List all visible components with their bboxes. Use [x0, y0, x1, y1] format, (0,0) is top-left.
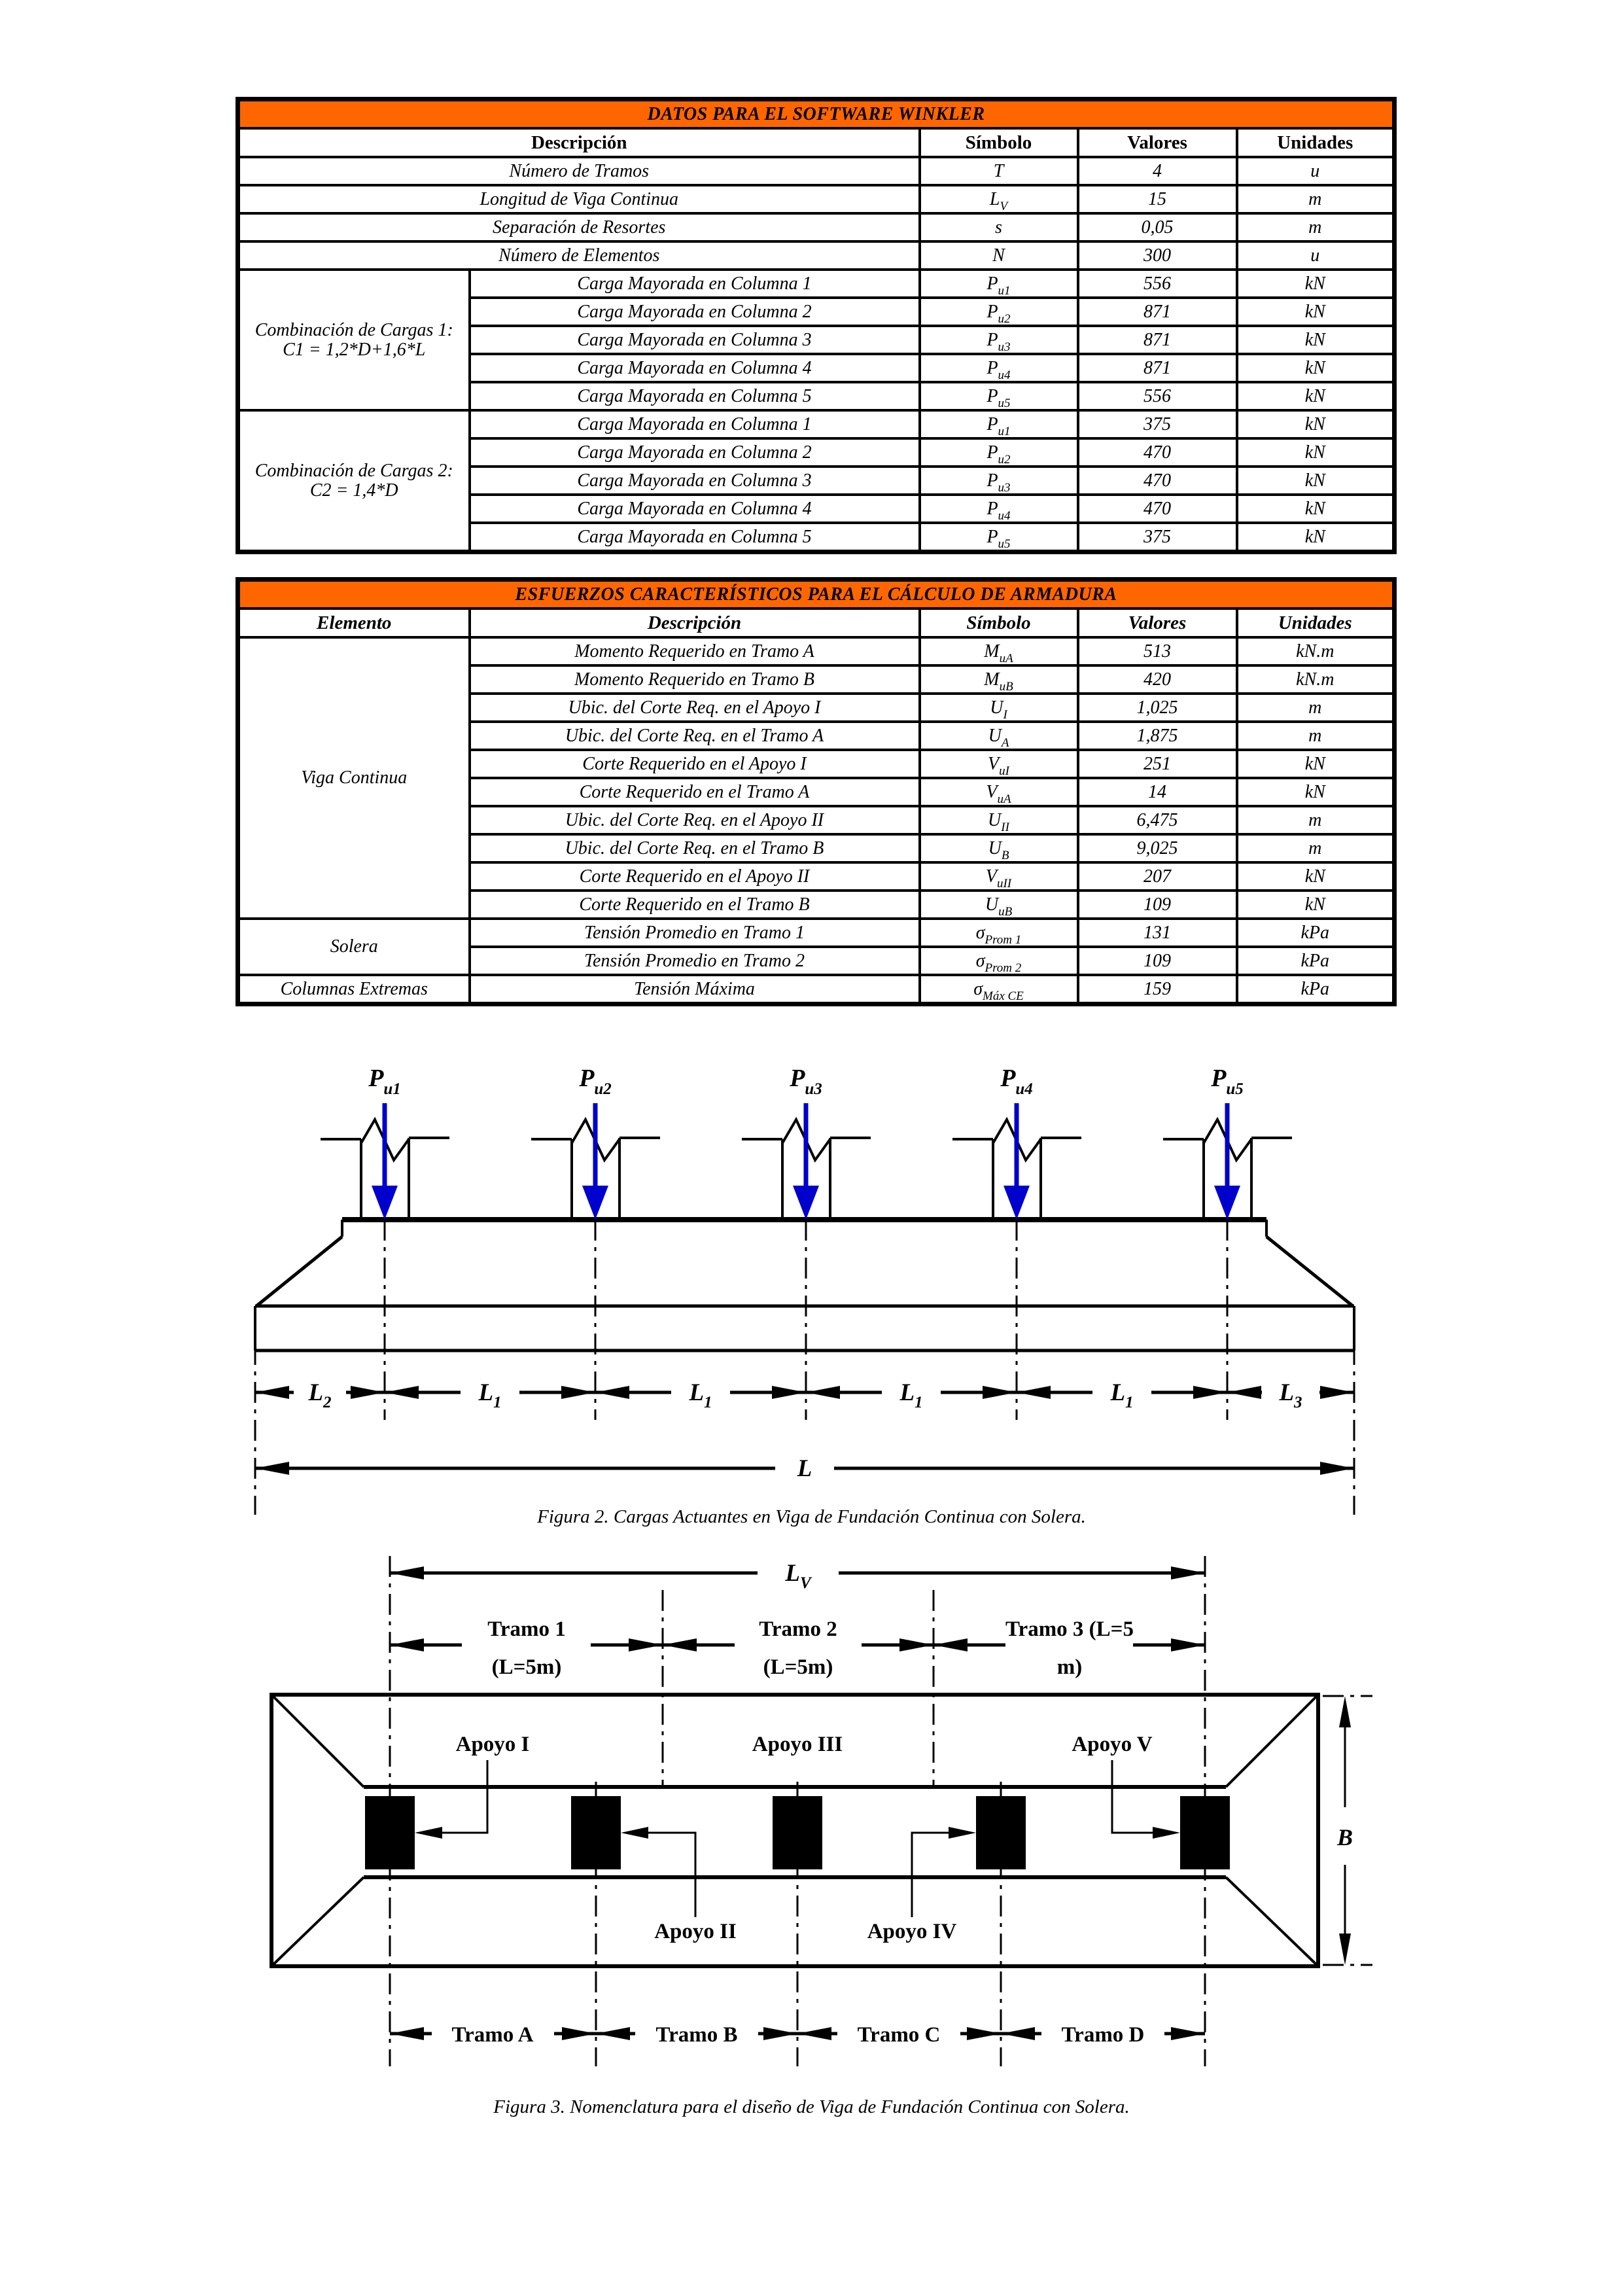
tramo-label: (L=5m) — [763, 1655, 833, 1679]
table-row: Carga Mayorada en Columna 3 $P_{u3}$ 470 kN — [238, 467, 1395, 495]
column-footprints — [365, 1796, 1230, 1869]
element-viga-continua: Viga Continua — [238, 637, 470, 919]
col-header-valores: Valores — [1078, 609, 1237, 637]
total-length-dimension — [255, 1455, 1354, 1482]
figure2-loads-diagram — [0, 1047, 1623, 1557]
b-dimension — [1336, 1696, 1353, 1965]
table-row: Ubic. del Corte Req. en el Apoyo II $U_{II}$ 6,475 m — [238, 806, 1395, 834]
span-dimensions — [255, 1379, 1354, 1411]
figure3-caption: Figura 3. Nomenclatura para el diseño de Viga de Fundación Continua con Solera. — [493, 2096, 1130, 2117]
tramo-label: Tramo 3 (L=5 — [1005, 1617, 1134, 1641]
dim-label: $L_1$ — [1110, 1379, 1134, 1411]
col-header-elemento: Elemento — [238, 609, 470, 637]
column-footprint — [1180, 1796, 1230, 1869]
col-header-simbolo: Símbolo — [920, 609, 1078, 637]
table2-title-row — [238, 580, 1395, 609]
beam-haunch-left — [256, 1237, 342, 1306]
column-footprint — [365, 1796, 415, 1869]
table-row: Carga Mayorada en Columna 5 $P_{u5}$ 375 kN — [238, 523, 1395, 552]
table-row: Corte Requerido en el Tramo A $V_{uA}$ 14 kN — [238, 778, 1395, 806]
table-row: Número de Elementos N 300 u — [238, 241, 1395, 270]
table1-title: DATOS PARA EL SOFTWARE WINKLER — [238, 99, 1395, 129]
col-header-valores: Valores — [1078, 128, 1237, 157]
load-label: $P_{u4}$ — [1000, 1065, 1033, 1098]
col-header-simbolo: Símbolo — [920, 128, 1078, 157]
col-header-descripcion: Descripción — [238, 128, 920, 157]
load-label: $P_{u2}$ — [579, 1065, 612, 1098]
apoyo-label: Apoyo V — [1072, 1733, 1153, 1756]
table-row: Ubic. del Corte Req. en el Tramo B $U_B$ 9,025 m — [238, 834, 1395, 862]
table-row: Columnas Extremas Tensión Máxima $\sigma_{Máx CE}$ 159 kPa — [238, 975, 1395, 1004]
table-row: Carga Mayorada en Columna 5 $P_{u5}$ 556 kN — [238, 382, 1395, 410]
column-footprint — [976, 1796, 1026, 1869]
table-esfuerzos-armadura — [236, 577, 1397, 1006]
load-label: $P_{u5}$ — [1211, 1065, 1244, 1098]
table-row: Longitud de Viga Continua $L_V$ 15 m — [238, 185, 1395, 213]
table-datos-winkler — [236, 97, 1397, 554]
load-combination-2-label: Combinación de Cargas 2: C2 = 1,4*D — [238, 410, 470, 552]
table2-title: ESFUERZOS CARACTERÍSTICOS PARA EL CÁLCULO DE ARMADURA — [238, 580, 1395, 609]
tramo-label: Tramo B — [655, 2023, 738, 2047]
table-row: Solera Tensión Promedio en Tramo 1 $\sigma_{Prom 1}$ 131 kPa — [238, 919, 1395, 947]
table-row: Ubic. del Corte Req. en el Tramo A $U_A$ 1,875 m — [238, 722, 1395, 750]
table-row: Carga Mayorada en Columna 4 $P_{u4}$ 470 kN — [238, 495, 1395, 523]
col-header-unidades: Unidades — [1237, 128, 1395, 157]
column-footprint — [773, 1796, 822, 1869]
columns-group — [321, 1065, 1292, 1420]
table-row: Separación de Resortes s 0,05 m — [238, 213, 1395, 241]
design-tramo-dimensions — [390, 1617, 1205, 1679]
figure2-caption: Figura 2. Cargas Actuantes en Viga de Fundación Continua con Solera. — [537, 1506, 1086, 1527]
lv-label: $L_V$ — [785, 1560, 811, 1592]
table-row: Carga Mayorada en Columna 4 $P_{u4}$ 871 kN — [238, 354, 1395, 382]
tramo-label: Tramo 1 — [487, 1617, 566, 1641]
dim-label: $L_1$ — [899, 1379, 923, 1411]
load-label: $P_{u3}$ — [790, 1065, 822, 1098]
apoyo-label: Apoyo IV — [867, 1920, 957, 1943]
dim-label: $L_3$ — [1279, 1379, 1302, 1411]
beam-haunch-right — [1266, 1237, 1353, 1306]
total-length-label: L — [797, 1455, 812, 1482]
table2-header-row — [238, 609, 1395, 637]
table-row: Combinación de Cargas 2: C2 = 1,4*D Carga Mayorada en Columna 1 $P_{u1}$ 375 kN — [238, 410, 1395, 438]
apoyo-label: Apoyo III — [752, 1733, 843, 1756]
table-row: Corte Requerido en el Tramo B $U_{uB}$ 109 kN — [238, 891, 1395, 919]
table-row: Tensión Promedio en Tramo 2 $\sigma_{Prom 2}$ 109 kPa — [238, 947, 1395, 975]
table-row: Ubic. del Corte Req. en el Apoyo I $U_I$ 1,025 m — [238, 694, 1395, 722]
load-combination-1-label: Combinación de Cargas 1: C1 = 1,2*D+1,6*L — [238, 270, 470, 410]
tramo-label: Tramo C — [857, 2023, 941, 2047]
b-label: B — [1336, 1824, 1353, 1850]
table-row: Carga Mayorada en Columna 3 $P_{u3}$ 871 kN — [238, 326, 1395, 354]
dim-label: $L_1$ — [689, 1379, 712, 1411]
table-row: Corte Requerido en el Apoyo I $V_{uI}$ 251 kN — [238, 750, 1395, 778]
element-solera: Solera — [238, 919, 470, 975]
lv-dimension — [390, 1560, 1205, 1592]
apoyo-label: Apoyo II — [654, 1920, 737, 1943]
table-row: Carga Mayorada en Columna 2 $P_{u2}$ 871 kN — [238, 298, 1395, 326]
dim-label: $L_2$ — [308, 1379, 332, 1411]
table-row: Carga Mayorada en Columna 2 $P_{u2}$ 470 kN — [238, 438, 1395, 467]
table1-title-row — [238, 99, 1395, 129]
tramo-label: (L=5m) — [491, 1655, 562, 1679]
table-row: Viga Continua Momento Requerido en Tramo A $M_{uA}$ 513 kN.m — [238, 637, 1395, 665]
tramo-label: m) — [1056, 1655, 1083, 1679]
col-header-unidades: Unidades — [1237, 609, 1395, 637]
load-label: $P_{u1}$ — [368, 1065, 401, 1098]
table1-header-row — [238, 128, 1395, 157]
table-row: Número de Tramos T 4 u — [238, 157, 1395, 185]
figure3-nomenclature-diagram — [0, 1551, 1623, 2074]
tramo-label: Tramo D — [1061, 2023, 1145, 2047]
apoyo-label: Apoyo I — [455, 1733, 530, 1756]
tramo-label: Tramo 2 — [759, 1617, 837, 1641]
table-row: Corte Requerido en el Apoyo II $V_{uII}$ 207 kN — [238, 862, 1395, 891]
tramo-label: Tramo A — [451, 2023, 534, 2047]
table-row: Combinación de Cargas 1: C1 = 1,2*D+1,6*L Carga Mayorada en Columna 1 $P_{u1}$ 556 kN — [238, 270, 1395, 298]
element-columnas-extremas: Columnas Extremas — [238, 975, 470, 1004]
col-header-descripcion: Descripción — [470, 609, 920, 637]
dim-label: $L_1$ — [478, 1379, 502, 1411]
column-footprint — [571, 1796, 621, 1869]
table-row: Momento Requerido en Tramo B $M_{uB}$ 420 kN.m — [238, 665, 1395, 694]
